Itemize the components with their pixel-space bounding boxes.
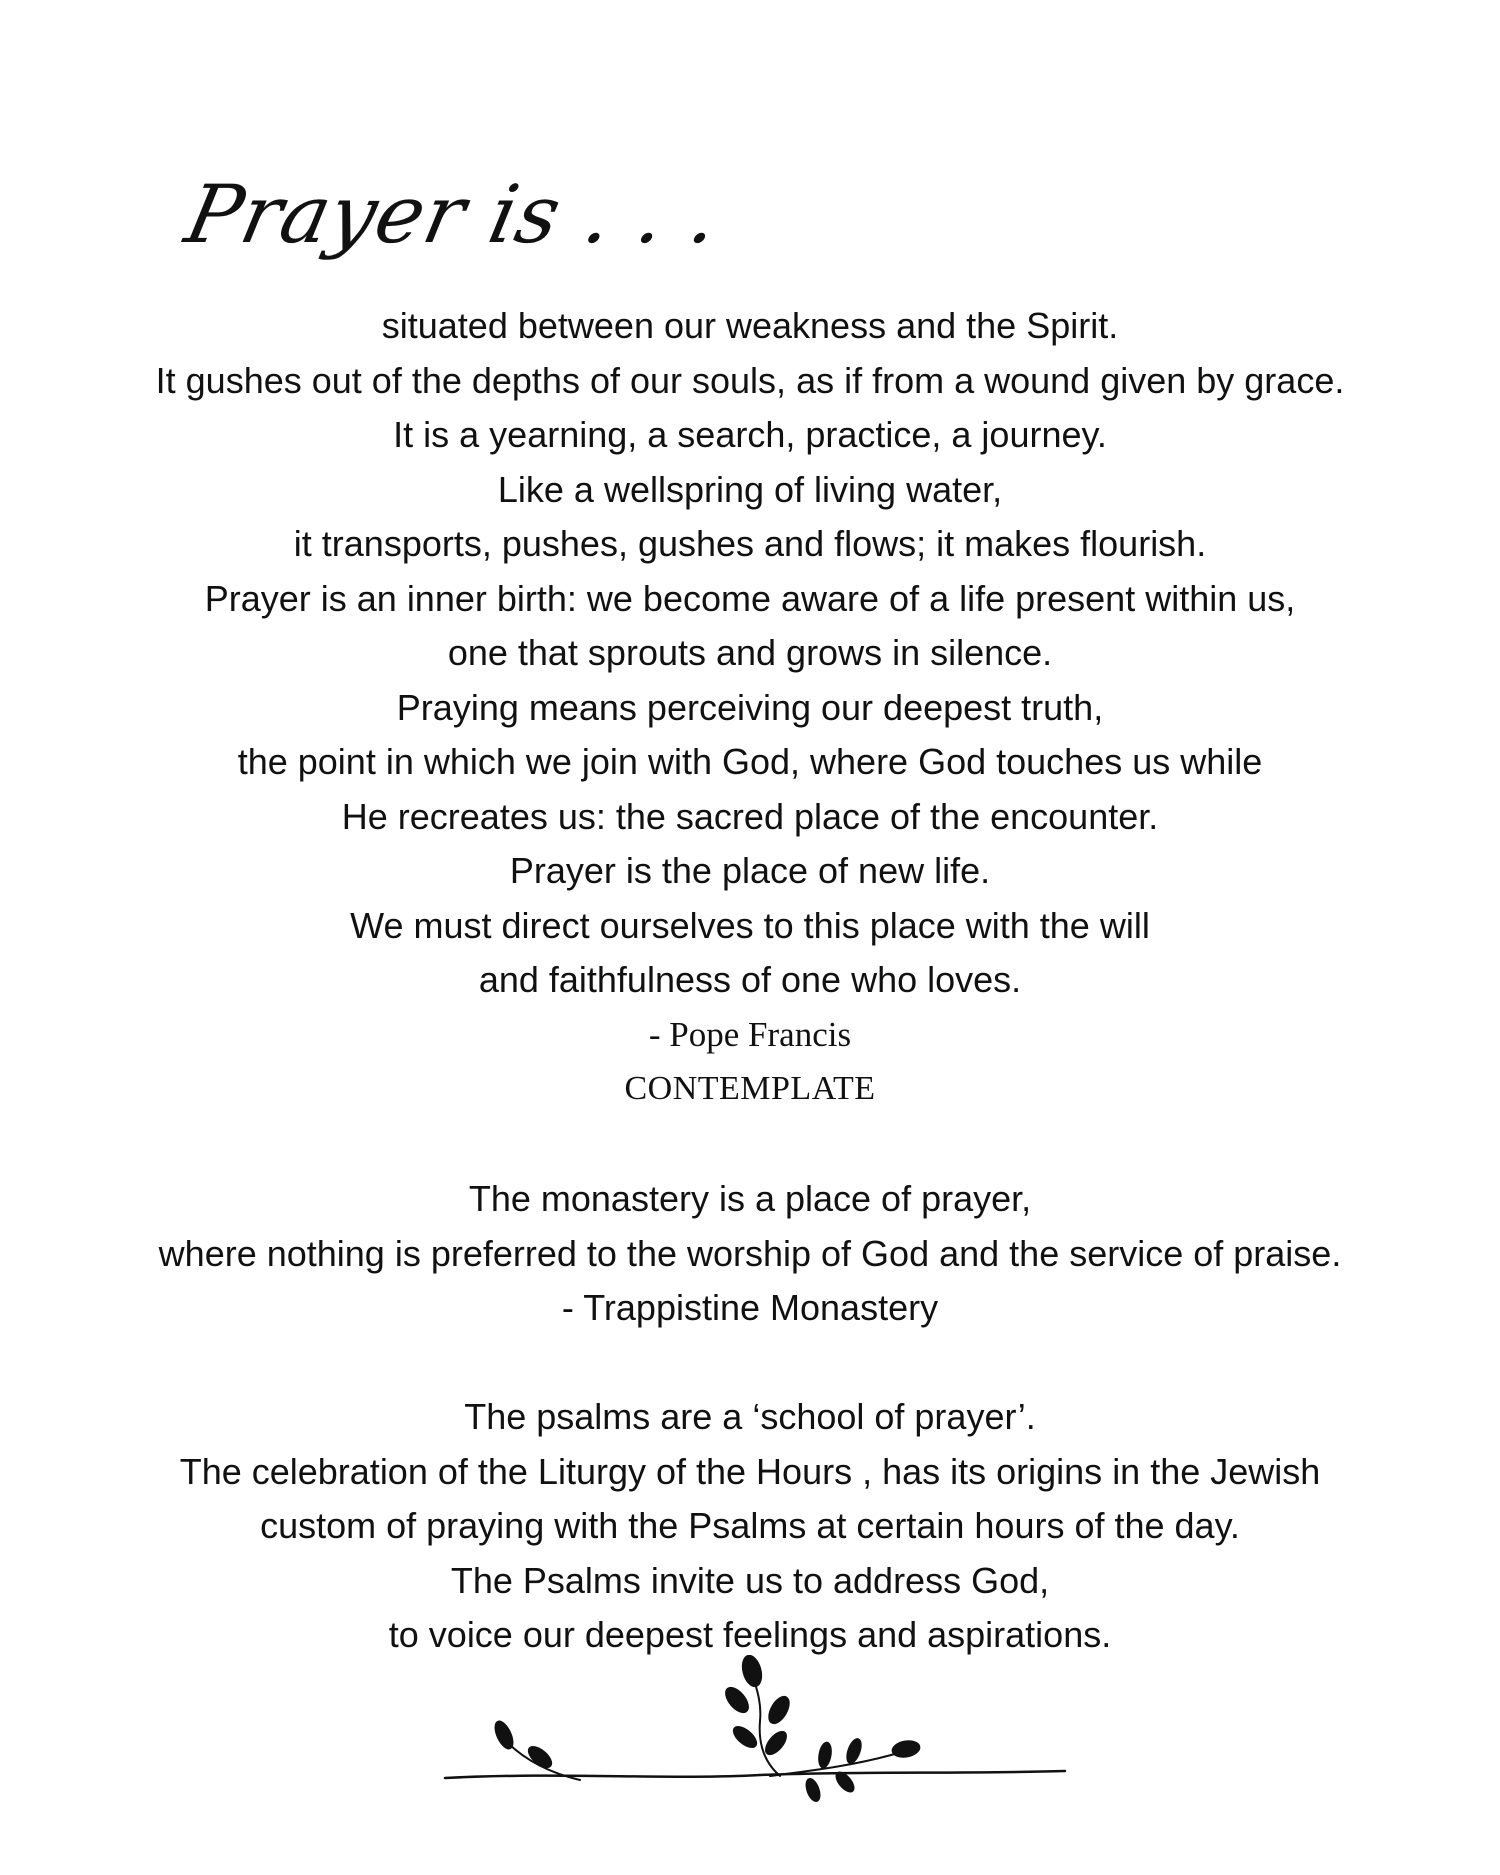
psalms-quote	[0, 1390, 1500, 1663]
quote-line: The monastery is a place of prayer,	[468, 1178, 1032, 1219]
quote-line: to voice our deepest feelings and aspirations.	[388, 1614, 1112, 1655]
source-label: CONTEMPLATE	[624, 1070, 876, 1107]
quote-line: Prayer is the place of new life.	[509, 850, 991, 891]
quote-line: the point in which we join with God, where God touches us while	[237, 741, 1263, 782]
page-title: Prayer is . . .	[178, 168, 729, 261]
quote-line: Praying means perceiving our deepest truth,	[396, 686, 1104, 728]
quote-line: The Psalms invite us to address God,	[450, 1559, 1050, 1601]
quote-line: situated between our weakness and the Spirit.	[381, 305, 1119, 346]
leafy-vine-icon	[440, 1655, 1070, 1815]
quote-line: It gushes out of the depths of our souls, as if from a wound given by grace.	[155, 359, 1345, 401]
pope-francis-quote	[0, 299, 1500, 1117]
quote-line: custom of praying with the Psalms at certain hours of the day.	[260, 1505, 1240, 1546]
quote-line: Prayer is an inner birth: we become aware of a life present within us,	[204, 577, 1296, 619]
quote-line: Like a wellspring of living water,	[497, 468, 1003, 510]
quote-line: We must direct ourselves to this place with the will	[350, 904, 1150, 946]
quote-line: where nothing is preferred to the worship of God and the service of praise.	[158, 1232, 1342, 1274]
quote-line: The psalms are a ‘school of prayer’.	[464, 1396, 1036, 1437]
quote-line: and faithfulness of one who loves.	[478, 959, 1022, 1000]
monastery-quote	[0, 1172, 1500, 1336]
attribution: - Trappistine Monastery	[561, 1287, 939, 1328]
quote-line: He recreates us: the sacred place of the encounter.	[341, 795, 1159, 837]
quote-line: it transports, pushes, gushes and flows; it makes flourish.	[293, 523, 1207, 564]
quote-line: The celebration of the Liturgy of the Hours , has its origins in the Jewish	[179, 1450, 1321, 1492]
quote-line: one that sprouts and grows in silence.	[447, 632, 1053, 673]
quote-line: It is a yearning, a search, practice, a journey.	[393, 414, 1107, 455]
attribution: - Pope Francis	[648, 1014, 852, 1054]
